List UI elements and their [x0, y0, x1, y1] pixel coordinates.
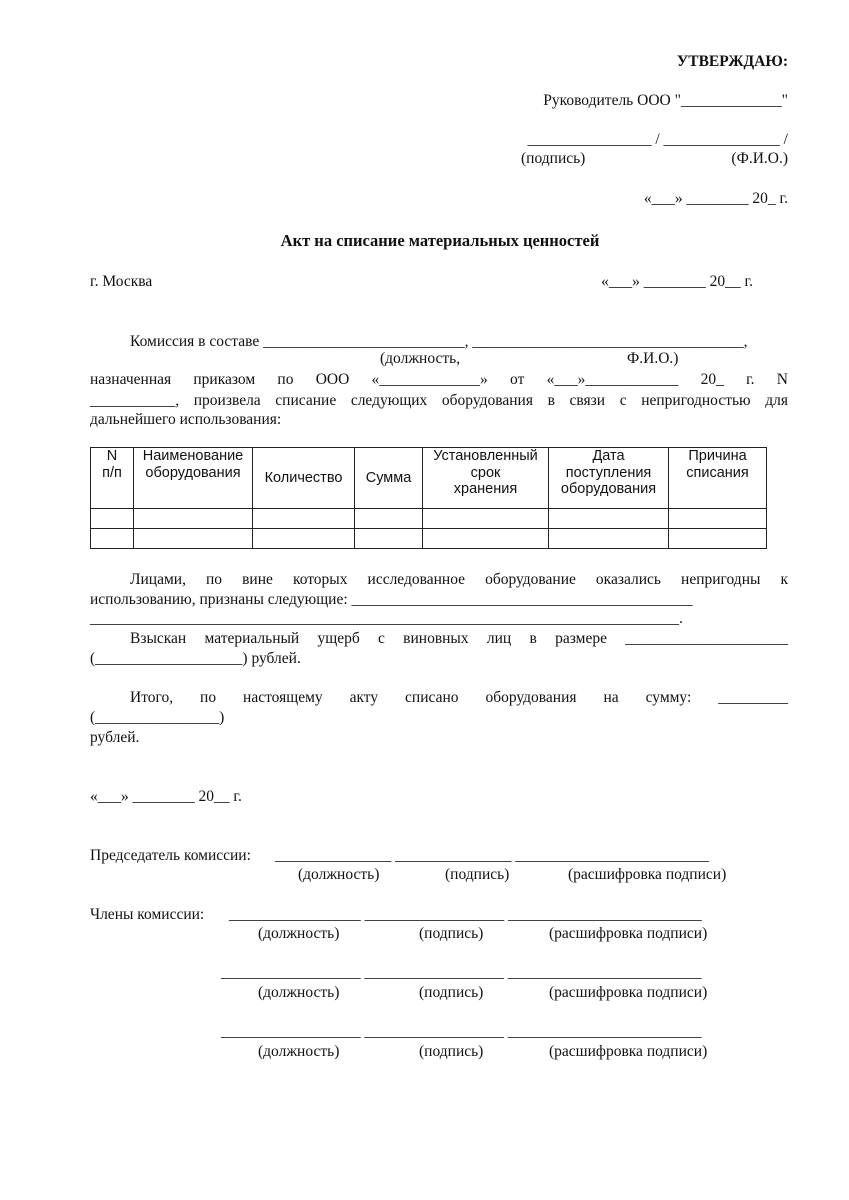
document-city: г. Москва — [90, 273, 153, 290]
header-quantity: Количество — [253, 448, 355, 509]
commission-writeoff-line: ___________, произвела списание следующих оборудования в связи с непригодностью для — [90, 392, 788, 409]
commission-caption-name: Ф.И.О.) — [627, 350, 679, 367]
table-cell[interactable] — [91, 509, 134, 529]
member-caption-decoding: (расшифровка подписи) — [549, 1043, 708, 1060]
header-receipt-date: Дата поступления оборудования — [549, 448, 669, 509]
member-caption-position: (должность) — [258, 925, 340, 942]
member-caption-decoding: (расшифровка подписи) — [549, 984, 708, 1001]
table-header-row — [91, 448, 767, 509]
table-cell[interactable] — [669, 509, 767, 529]
damage-amount-line: (___________________) рублей. — [90, 650, 301, 667]
total-currency-line: рублей. — [90, 729, 140, 746]
header-storage-period: Установленный срок хранения — [423, 448, 549, 509]
director-line: Руководитель ООО "_____________" — [543, 92, 788, 109]
approve-title: УТВЕРЖДАЮ: — [676, 53, 788, 70]
table-cell[interactable] — [549, 529, 669, 549]
chairman-caption-decoding: (расшифровка подписи) — [568, 866, 727, 883]
total-line: Итого, по настоящему акту списано оборудования на сумму: _________ — [130, 689, 788, 706]
table-row — [91, 509, 767, 529]
header-reason: Причина списания — [669, 448, 767, 509]
table-row — [91, 529, 767, 549]
members-label: Члены комиссии: — [90, 906, 205, 923]
header-sum: Сумма — [355, 448, 423, 509]
chairman-label: Председатель комиссии: — [90, 847, 251, 864]
guilty-line: Лицами, по вине которых исследованное оборудование оказались непригодны к — [130, 571, 788, 588]
member-caption-decoding: (расшифровка подписи) — [549, 925, 708, 942]
header-equipment-name: Наименование оборудования — [134, 448, 253, 509]
table-cell[interactable] — [134, 529, 253, 549]
total-amount-line: (________________) — [90, 709, 225, 726]
table-cell[interactable] — [549, 509, 669, 529]
guilty-persons-line: использованию, признаны следующие: ____________________________________________ — [90, 591, 693, 608]
commission-caption-position: (должность, — [380, 350, 461, 367]
member-blanks[interactable]: __________________ __________________ _________________________ — [221, 964, 702, 981]
table-cell[interactable] — [134, 509, 253, 529]
table-cell[interactable] — [253, 529, 355, 549]
header-number: N п/п — [91, 448, 134, 509]
chairman-caption-position: (должность) — [298, 866, 380, 883]
commission-line: Комиссия в составе __________________________, ___________________________________, — [130, 333, 748, 350]
approval-signature-caption: (подпись) — [521, 150, 586, 167]
member-caption-signature: (подпись) — [419, 1043, 484, 1060]
approval-date-line: «___» ________ 20_ г. — [643, 190, 788, 207]
guilty-continuation-line: ____________________________________________________________________________. — [90, 610, 683, 627]
damage-line: Взыскан материальный ущерб с виновных лиц в размере _____________________ — [130, 630, 788, 647]
closing-date: «___» ________ 20__ г. — [90, 788, 242, 805]
table-cell[interactable] — [355, 529, 423, 549]
commission-usage-line: дальнейшего использования: — [90, 411, 282, 428]
equipment-table — [90, 447, 767, 549]
document-title: Акт на списание материальных ценностей — [280, 231, 600, 250]
approval-name-caption: (Ф.И.О.) — [731, 150, 788, 167]
chairman-blanks[interactable]: _______________ _______________ _________________________ — [275, 847, 709, 864]
commission-order-line: назначенная приказом по ООО «_____________» от «___»____________ 20_ г. N — [90, 371, 788, 388]
approval-signature-line: ________________ / _______________ / — [527, 131, 788, 148]
table-cell[interactable] — [253, 509, 355, 529]
member-caption-position: (должность) — [258, 1043, 340, 1060]
table-cell[interactable] — [669, 529, 767, 549]
member-caption-signature: (подпись) — [419, 984, 484, 1001]
table-cell[interactable] — [91, 529, 134, 549]
table-cell[interactable] — [423, 509, 549, 529]
chairman-caption-signature: (подпись) — [445, 866, 510, 883]
table-cell[interactable] — [423, 529, 549, 549]
document-date: «___» ________ 20__ г. — [601, 273, 753, 290]
member-blanks[interactable]: __________________ __________________ _________________________ — [221, 1023, 702, 1040]
member-caption-position: (должность) — [258, 984, 340, 1001]
table-cell[interactable] — [355, 509, 423, 529]
member-blanks[interactable]: _________________ __________________ _________________________ — [229, 906, 702, 923]
member-caption-signature: (подпись) — [419, 925, 484, 942]
